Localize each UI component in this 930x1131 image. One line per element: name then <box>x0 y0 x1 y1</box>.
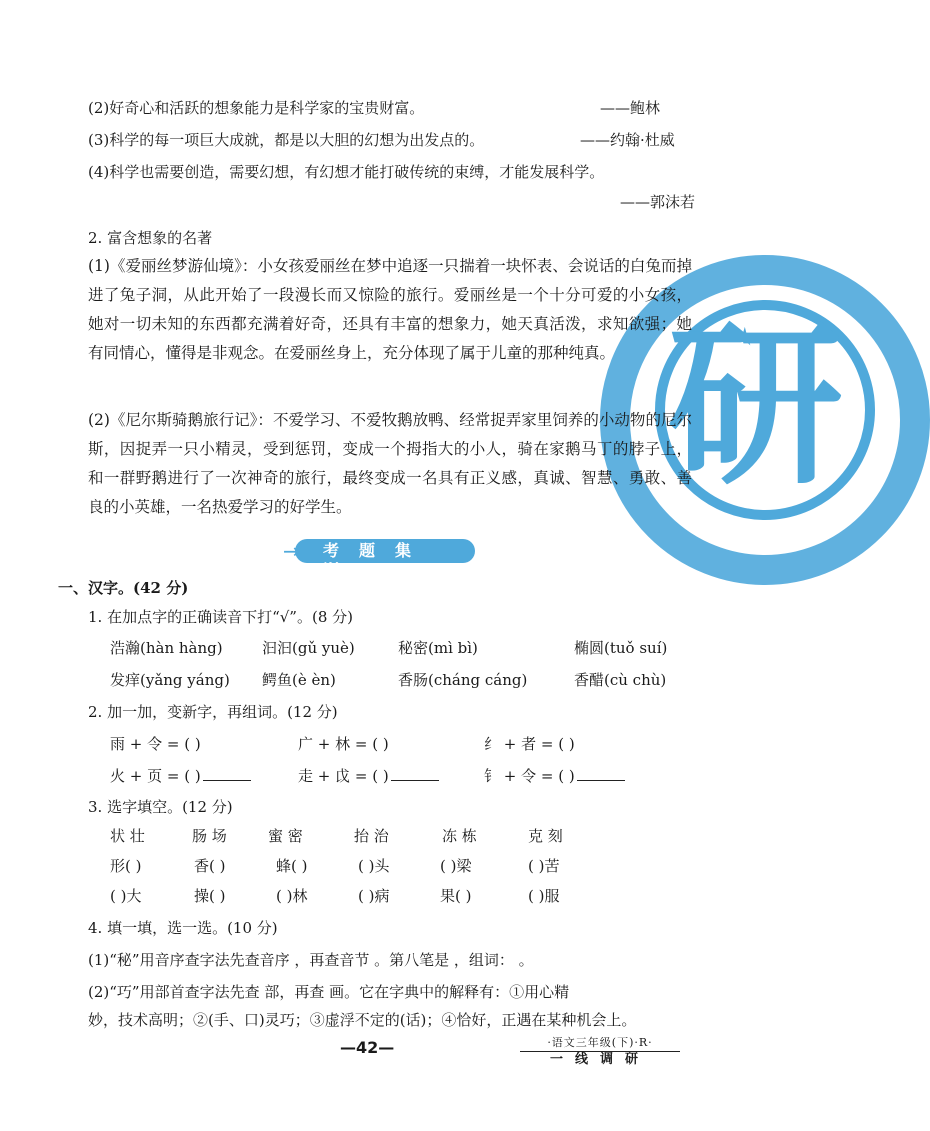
q4-line-1: (1)“秘”用音序查字法先查音序 ，再查音节 。第八笔是 ，组词： 。 <box>88 951 534 969</box>
q3-blank[interactable]: ( )病 <box>358 887 390 905</box>
series-label <box>520 1036 680 1068</box>
q3-blank[interactable]: 蜂( ) <box>276 857 308 875</box>
q1-item: 浩瀚(hàn hàng) <box>110 639 223 657</box>
q3-blank[interactable]: ( )大 <box>110 887 142 905</box>
q3-char-pair: 肠 场 <box>192 827 227 845</box>
q2-item: 雨 + 令 = ( ) <box>110 735 201 753</box>
answer-blank[interactable] <box>577 766 625 781</box>
q3-prompt: 3. 选字填空。(12 分) <box>88 798 233 816</box>
q3-blank[interactable]: ( )梁 <box>440 857 472 875</box>
book-alice: (1)《爱丽丝梦游仙境》：小女孩爱丽丝在梦中追逐一只揣着一块怀表、会说话的白兔而掉进了兔子洞，从此开始了一段漫长而又惊险的旅行。爱丽丝是一个十分可爱的小女孩，她对一切未知的东西都充满着好奇，还具有丰富的想象力，她天真活泼，求知欲强；她有同情心，懂得是非观念。在爱丽丝身上，充分体现了属于儿童的那种纯真。 <box>88 257 692 362</box>
watermark-glyph: 研 <box>668 306 843 509</box>
quote-3-text: (3)科学的每一项巨大成就，都是以大胆的幻想为出发点的。 <box>88 131 485 149</box>
q1-item: 发痒(yǎng yáng) <box>110 671 230 689</box>
q1-item: 椭圆(tuǒ suí) <box>574 639 668 657</box>
q3-blank[interactable]: 形( ) <box>110 857 142 875</box>
q3-blank[interactable]: ( )头 <box>358 857 390 875</box>
q1-item: 鳄鱼(è èn) <box>262 671 336 689</box>
q4-prompt: 4. 填一填，选一选。(10 分) <box>88 919 278 937</box>
banner-title: 考题集训 <box>323 541 432 580</box>
quote-4-text: (4)科学也需要创造，需要幻想，有幻想才能打破传统的束缚，才能发展科学。 <box>88 163 605 181</box>
q1-item: 香醋(cù chù) <box>574 671 667 689</box>
q3-blank[interactable]: ( )苦 <box>528 857 560 875</box>
q3-blank[interactable]: ( )服 <box>528 887 560 905</box>
q2-item: 纟 + 者 = ( ) <box>484 735 575 753</box>
q1-item: 汩汩(gǔ yuè) <box>262 639 355 657</box>
q2-item: 走 + 戉 = ( ) <box>298 766 439 786</box>
q3-char-pair: 抬 治 <box>354 827 389 845</box>
series-bottom: 一线调研 <box>549 1052 650 1067</box>
books-heading: 2. 富含想象的名著 <box>88 229 213 247</box>
quote-2-text: (2)好奇心和活跃的想象能力是科学家的宝贵财富。 <box>88 99 425 117</box>
q3-blank[interactable]: ( )林 <box>276 887 308 905</box>
q1-prompt: 1. 在加点字的正确读音下打“√”。(8 分) <box>88 608 353 626</box>
q3-char-pair: 状 壮 <box>110 827 145 845</box>
section-heading: 一、汉字。(42 分) <box>58 579 189 597</box>
quote-3-author: ——约翰·杜威 <box>580 131 675 149</box>
q4-line-2: (2)“巧”用部首查字法先查 部，再查 画。它在字典中的解释有：①用心精 <box>88 983 570 1001</box>
q2-prompt: 2. 加一加，变新字，再组词。(12 分) <box>88 703 338 721</box>
quote-2-author: ——鲍林 <box>600 99 661 117</box>
q3-char-pair: 冻 栋 <box>442 827 477 845</box>
answer-blank[interactable] <box>203 766 251 781</box>
q4-line-3: 妙，技术高明；②(手、口)灵巧；③虚浮不定的(话)；④恰好，正遇在某种机会上。 <box>88 1011 637 1029</box>
q3-char-pair: 克 刻 <box>528 827 563 845</box>
series-top: ·语文三年级(下)·R· <box>520 1036 680 1052</box>
quote-4-author: ——郭沫若 <box>620 193 696 211</box>
q3-blank[interactable]: 操( ) <box>194 887 226 905</box>
q3-blank[interactable]: 果( ) <box>440 887 472 905</box>
book-nils: (2)《尼尔斯骑鹅旅行记》：不爱学习、不爱牧鹅放鸭、经常捉弄家里饲养的小动物的尼尔斯，因捉弄一只小精灵，受到惩罚，变成一个拇指大的小人，骑在家鹅马丁的脖子上，和一群野鹅进行了一次神奇的旅行，最终变成一名具有正义感，真诚、智慧、勇敢、善良的小英雄，一名热爱学习的好学生。 <box>88 411 692 516</box>
q2-item: 钅 + 令 = ( ) <box>484 766 625 786</box>
q3-char-pair: 蜜 密 <box>268 827 303 845</box>
exam-banner <box>283 535 479 580</box>
q3-blank[interactable]: 香( ) <box>194 857 226 875</box>
q1-item: 秘密(mì bì) <box>398 639 478 657</box>
q2-item: 广 + 林 = ( ) <box>298 735 389 753</box>
page-number: —42— <box>340 1038 395 1057</box>
answer-blank[interactable] <box>391 766 439 781</box>
arrow-icon: → <box>283 539 300 563</box>
q1-item: 香肠(cháng cáng) <box>398 671 528 689</box>
q2-item: 火 + 页 = ( ) <box>110 766 251 786</box>
